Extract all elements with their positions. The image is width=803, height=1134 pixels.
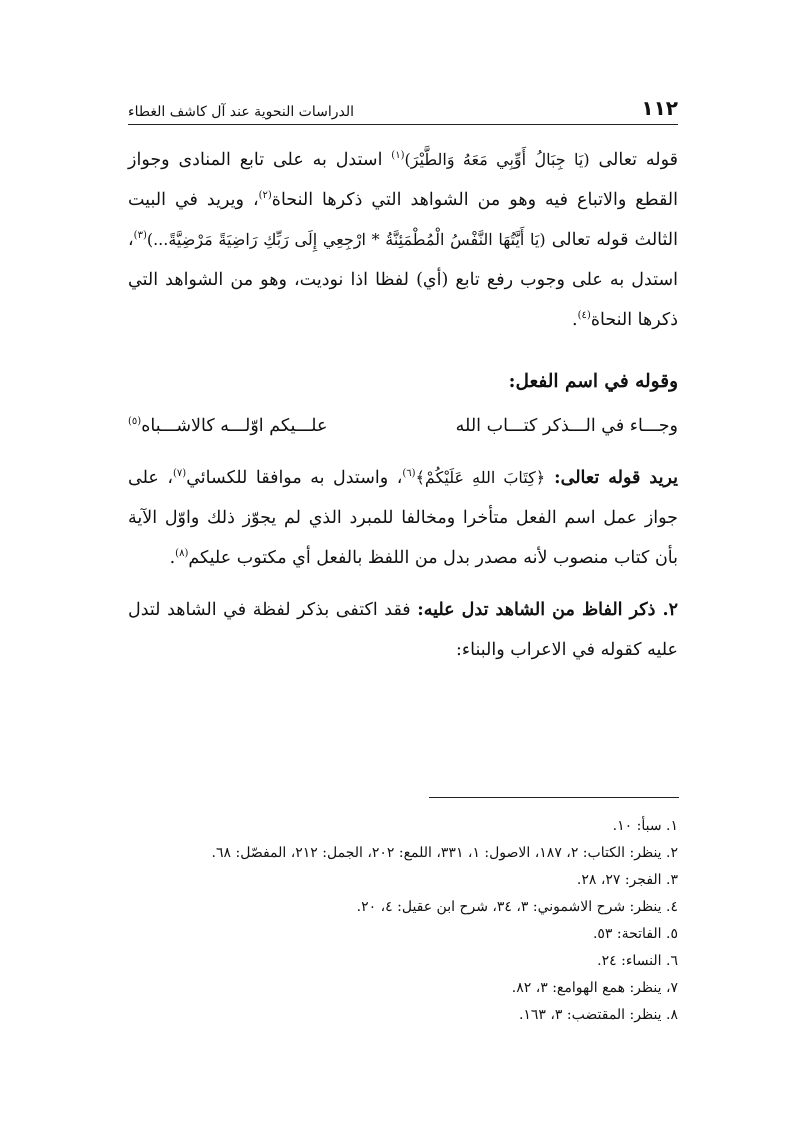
poem-verse: [128, 406, 678, 446]
page-header: [128, 88, 678, 125]
verse-hemistich-first: وجـــاء في الـــذكر كتـــاب الله: [455, 416, 678, 436]
bold-lead: يريد قوله تعالى:: [545, 468, 679, 488]
page-number: ١١٢: [641, 96, 678, 120]
text-segment: ، واستدل به موافقا للكسائي: [186, 468, 403, 488]
footnote-ref: (٦): [402, 468, 416, 480]
text-segment: ، ويريد في البيت الثالث قوله تعالى: [128, 190, 678, 250]
text-segment: علـــيكم اوّلـــه كالاشـــباه: [141, 416, 328, 436]
footnote-item: ٢. ينظر: الكتاب: ٢، ١٨٧، الاصول: ١، ٣٣١، اللمع: ٢٠٢، الجمل: ٢١٢، المفصّل: ٦٨.: [211, 845, 678, 861]
paragraph-1: [128, 140, 678, 340]
footnote-item: ٣. الفجر: ٢٧، ٢٨.: [576, 872, 678, 888]
footnotes-list: [128, 813, 678, 1029]
footnote-ref: (٨): [175, 548, 189, 560]
footnotes-divider: [429, 797, 679, 798]
footnote-item: ٥. الفاتحة: ٥٣.: [592, 926, 678, 942]
footnote-ref: (٢): [258, 190, 272, 202]
footnote-ref: (٧): [173, 468, 187, 480]
verse-hemistich-second: [128, 406, 327, 446]
text-segment: .: [169, 548, 176, 568]
text-segment: ، استدل به على وجوب رفع تابع (أي) لفظا اذا نوديت، وهو من الشواهد التي ذكرها النحاة: [128, 230, 678, 330]
footnote-ref: (٤): [577, 310, 591, 322]
footnote-ref: (١): [391, 150, 405, 162]
quran-quote: (يَا أَيَّتُهَا النَّفْسُ الْمُطْمَئِنَّةُ * ارْجِعِي إِلَى رَبِّكِ رَاضِيَةً مَرْضِيَّةً...): [146, 230, 546, 249]
bold-lead: ٢. ذكر الفاظ من الشاهد تدل عليه:: [417, 600, 678, 620]
text-segment: ، على جواز عمل اسم الفعل متأخرا ومخالفا للمبرد الذي لم يجوّز ذلك واوّل الآية بأن كتاب منصوب لأنه مصدر بدل من اللفظ بالفعل أي مكتوب عليكم: [128, 468, 678, 568]
running-title: الدراسات النحوية عند آل كاشف الغطاء: [128, 104, 355, 120]
quran-quote: (يَا جِبَالُ أَوِّبِي مَعَهُ وَالطَّيْرَ): [404, 150, 590, 169]
paragraph-2: [128, 458, 678, 578]
main-text: [128, 140, 678, 670]
footnote-ref: (٥): [128, 416, 142, 428]
footnote-item: ٨. ينظر: المقتضب: ٣، ١٦٣.: [518, 1007, 678, 1023]
footnote-item: ١. سبأ: ١٠.: [612, 818, 678, 834]
footnote-item: ٧، ينظر: همع الهوامع: ٣، ٨٢.: [511, 980, 678, 996]
paragraph-3: [128, 590, 678, 670]
text-segment: استدل به على تابع المنادى وجواز القطع والاتباع فيه وهو من الشواهد التي ذكرها النحاة: [128, 150, 678, 210]
footnote-ref: (٣): [133, 230, 147, 242]
section-heading: وقوله في اسم الفعل:: [508, 371, 678, 392]
footnote-item: ٤. ينظر: شرح الاشموني: ٣، ٣٤، شرح ابن عقيل: ٤، ٢٠.: [356, 899, 678, 915]
text-segment: فقد اكتفى بذكر لفظة في الشاهد لتدل عليه كقوله في الاعراب والبناء:: [128, 600, 678, 660]
text-segment: قوله تعالى: [589, 150, 678, 170]
footnote-item: ٦. النساء: ٢٤.: [597, 953, 678, 969]
quran-quote: ﴿كِتَابَ اللهِ عَلَيْكُمْ﴾: [415, 468, 546, 487]
text-segment: .: [572, 310, 578, 330]
